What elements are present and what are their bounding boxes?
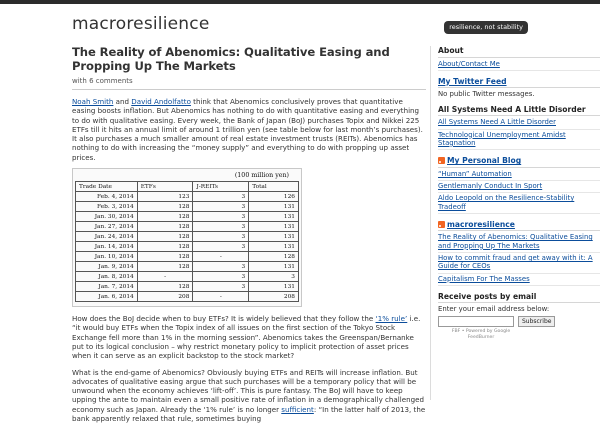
email-row <box>438 316 600 327</box>
cell-date: Jan. 7, 2014 <box>76 282 138 292</box>
cell-total: 208 <box>249 292 299 302</box>
boj-purchases-table <box>75 181 299 302</box>
cell-total: 131 <box>249 262 299 272</box>
p1-text: think that Abenomics conclusively proves that quantitative easing boosts inflation. But Abenomics has nothing to do with quantitative easing and everything to do with qualitative easing. Every week, the Bank of Japan (BoJ) purchases Topix and Nikkei 225 ETFs till it hits an annual limit of around 1 trillion yen (see table below for last month’s purchases). It also purchases a much smaller amount of real estate investment trusts (REITs). Abenomics has nothing to do with increasing the “money supply” and everything to do with propping up asset prices. <box>72 97 423 162</box>
site-tagline: resilience, not stability <box>444 21 528 34</box>
cell-date: Jan. 27, 2014 <box>76 222 138 232</box>
cell-total: 131 <box>249 212 299 222</box>
cell-etfs: 128 <box>137 202 193 212</box>
cell-etfs: 128 <box>137 242 193 252</box>
cell-date: Jan. 30, 2014 <box>76 212 138 222</box>
feedburner-note: FBF • Powered by Google FeedBurner <box>451 328 511 340</box>
cell-etfs: 128 <box>137 252 193 262</box>
cell-date: Jan. 24, 2014 <box>76 232 138 242</box>
cell-etfs: - <box>137 272 193 282</box>
col-jreits: J-REITs <box>193 182 249 192</box>
email-input[interactable] <box>438 316 514 327</box>
table-row <box>76 222 299 232</box>
disorder-widget <box>438 105 600 150</box>
cell-date: Feb. 4, 2014 <box>76 192 138 202</box>
table-row <box>76 192 299 202</box>
cell-etfs: 128 <box>137 212 193 222</box>
site-title[interactable]: macroresilience <box>72 14 210 34</box>
cell-total: 131 <box>249 222 299 232</box>
boj-purchases-table-image <box>72 168 302 307</box>
personal-blog-widget <box>438 156 600 214</box>
table-row <box>76 202 299 212</box>
sidebar <box>430 46 600 400</box>
recent-post-link[interactable]: The Reality of Abenomics: Qualitative Easing and Propping Up The Markets <box>438 233 600 253</box>
post-content <box>72 45 426 423</box>
table-row <box>76 292 299 302</box>
cell-date: Jan. 9, 2014 <box>76 262 138 272</box>
blog-link[interactable]: Aldo Leopold on the Resilience-Stability Tradeoff <box>438 194 600 214</box>
paragraph-2 <box>72 314 426 360</box>
cell-date: Jan. 14, 2014 <box>76 242 138 252</box>
rss-icon[interactable] <box>438 221 445 228</box>
cell-etfs: 208 <box>137 292 193 302</box>
post-comments-count[interactable]: with 6 comments <box>72 77 426 90</box>
recent-post-link[interactable]: How to commit fraud and get away with it: A Guide for CEOs <box>438 254 600 274</box>
col-trade-date: Trade Date <box>76 182 138 192</box>
david-andolfatto-link[interactable]: David Andolfatto <box>131 97 191 106</box>
recent-post-link[interactable]: Capitalism For The Masses <box>438 275 600 286</box>
twitter-widget <box>438 77 600 99</box>
cell-date: Jan. 10, 2014 <box>76 252 138 262</box>
cell-total: 131 <box>249 232 299 242</box>
table-row <box>76 262 299 272</box>
table-row <box>76 272 299 282</box>
twitter-empty-text: No public Twitter messages. <box>438 90 535 99</box>
macroresilience-widget <box>438 220 600 286</box>
table-header-row <box>76 182 299 192</box>
site-header <box>0 4 600 42</box>
blog-link[interactable]: “Human” Automation <box>438 170 600 181</box>
subscribe-button[interactable]: Subscribe <box>518 316 555 327</box>
p1-and: and <box>113 97 132 106</box>
cell-date: Jan. 6, 2014 <box>76 292 138 302</box>
cell-date: Jan. 8, 2014 <box>76 272 138 282</box>
table-unit: (100 million yen) <box>234 172 289 180</box>
disorder-link[interactable]: Technological Unemployment Amidst Stagnation <box>438 131 600 151</box>
cell-jreits: 3 <box>193 282 249 292</box>
one-percent-rule-link[interactable]: ‘1% rule’ <box>375 314 408 324</box>
cell-total: 126 <box>249 192 299 202</box>
table-row <box>76 232 299 242</box>
cell-total: 131 <box>249 202 299 212</box>
cell-total: 131 <box>249 242 299 252</box>
cell-etfs: 128 <box>137 232 193 242</box>
post-title[interactable]: The Reality of Abenomics: Qualitative Easing and Propping Up The Markets <box>72 45 390 73</box>
p3-after: : “In the latter half of 2013, the bank apparently relaxed that rule, sometimes buying <box>72 404 426 423</box>
cell-etfs: 128 <box>137 282 193 292</box>
col-etfs: ETFs <box>137 182 193 192</box>
cell-total: 3 <box>249 272 299 282</box>
col-total: Total <box>249 182 299 192</box>
personal-blog-title[interactable] <box>438 156 600 168</box>
disorder-link[interactable]: All Systems Need A Little Disorder <box>438 118 600 129</box>
cell-total: 128 <box>249 252 299 262</box>
about-title: About <box>438 46 600 58</box>
rss-icon[interactable] <box>438 157 445 164</box>
about-contact-link[interactable]: About/Contact Me <box>438 60 600 71</box>
table-row <box>76 282 299 292</box>
cell-etfs: 128 <box>137 222 193 232</box>
table-row <box>76 212 299 222</box>
email-widget <box>438 292 600 341</box>
p3-before: What is the end-game of Abenomics? Obviously buying ETFs and REITs will increase inflation. But advocates of qualitative easing argue that such purchases will be a temporary policy that will be unwound when the economy achieves ‘lift-off’. This is pure fantasy. The BoJ will have to keep upping the ante to maintain even a small positive rate of inflation in a demographically challenged economy such as Japan. Already the ‘1% rule’ is no longer <box>72 367 424 414</box>
cell-jreits: 3 <box>193 212 249 222</box>
cell-jreits: 3 <box>193 262 249 272</box>
table-row <box>76 252 299 262</box>
cell-etfs: 123 <box>137 192 193 202</box>
cell-total: 131 <box>249 282 299 292</box>
noah-smith-link[interactable]: Noah Smith <box>72 97 114 106</box>
blog-link[interactable]: Gentlemanly Conduct In Sport <box>438 182 600 193</box>
cell-jreits: - <box>193 252 249 262</box>
cell-etfs: 128 <box>137 262 193 272</box>
about-widget <box>438 46 600 71</box>
cell-jreits: 3 <box>193 192 249 202</box>
twitter-feed-title[interactable]: My Twitter Feed <box>438 77 600 89</box>
macroresilience-title[interactable] <box>438 220 600 232</box>
disorder-title: All Systems Need A Little Disorder <box>438 105 600 117</box>
personal-blog-title-text[interactable]: My Personal Blog <box>447 156 522 166</box>
cell-jreits: 3 <box>193 202 249 212</box>
cell-jreits: 3 <box>193 272 249 282</box>
table-row <box>76 242 299 252</box>
email-label: Enter your email address below: <box>438 305 550 314</box>
paragraph-1 <box>72 97 426 162</box>
cell-jreits: 3 <box>193 242 249 252</box>
paragraph-3 <box>72 368 426 423</box>
p2-after: i.e. “it would buy ETFs when the Topix index of all issues on the first section of the Tokyo Stock Exchange fell more than 1% in the morning session”. Abenomics takes the Greenspan/Bernanke put to its logical conclusion – why restrict monetary policy to implicit protection of asset prices when it can serve as an explicit backstop to the stock market? <box>72 314 421 361</box>
cell-jreits: 3 <box>193 222 249 232</box>
p2-before: How does the BoJ decide when to buy ETFs? It is widely believed that they follow the <box>72 314 376 324</box>
email-title: Receive posts by email <box>438 292 600 304</box>
cell-date: Feb. 3, 2014 <box>76 202 138 212</box>
cell-jreits: 3 <box>193 232 249 242</box>
cell-jreits: - <box>193 292 249 302</box>
macroresilience-title-text[interactable]: macroresilience <box>447 219 515 229</box>
sufficient-link[interactable]: sufficient <box>281 404 314 414</box>
